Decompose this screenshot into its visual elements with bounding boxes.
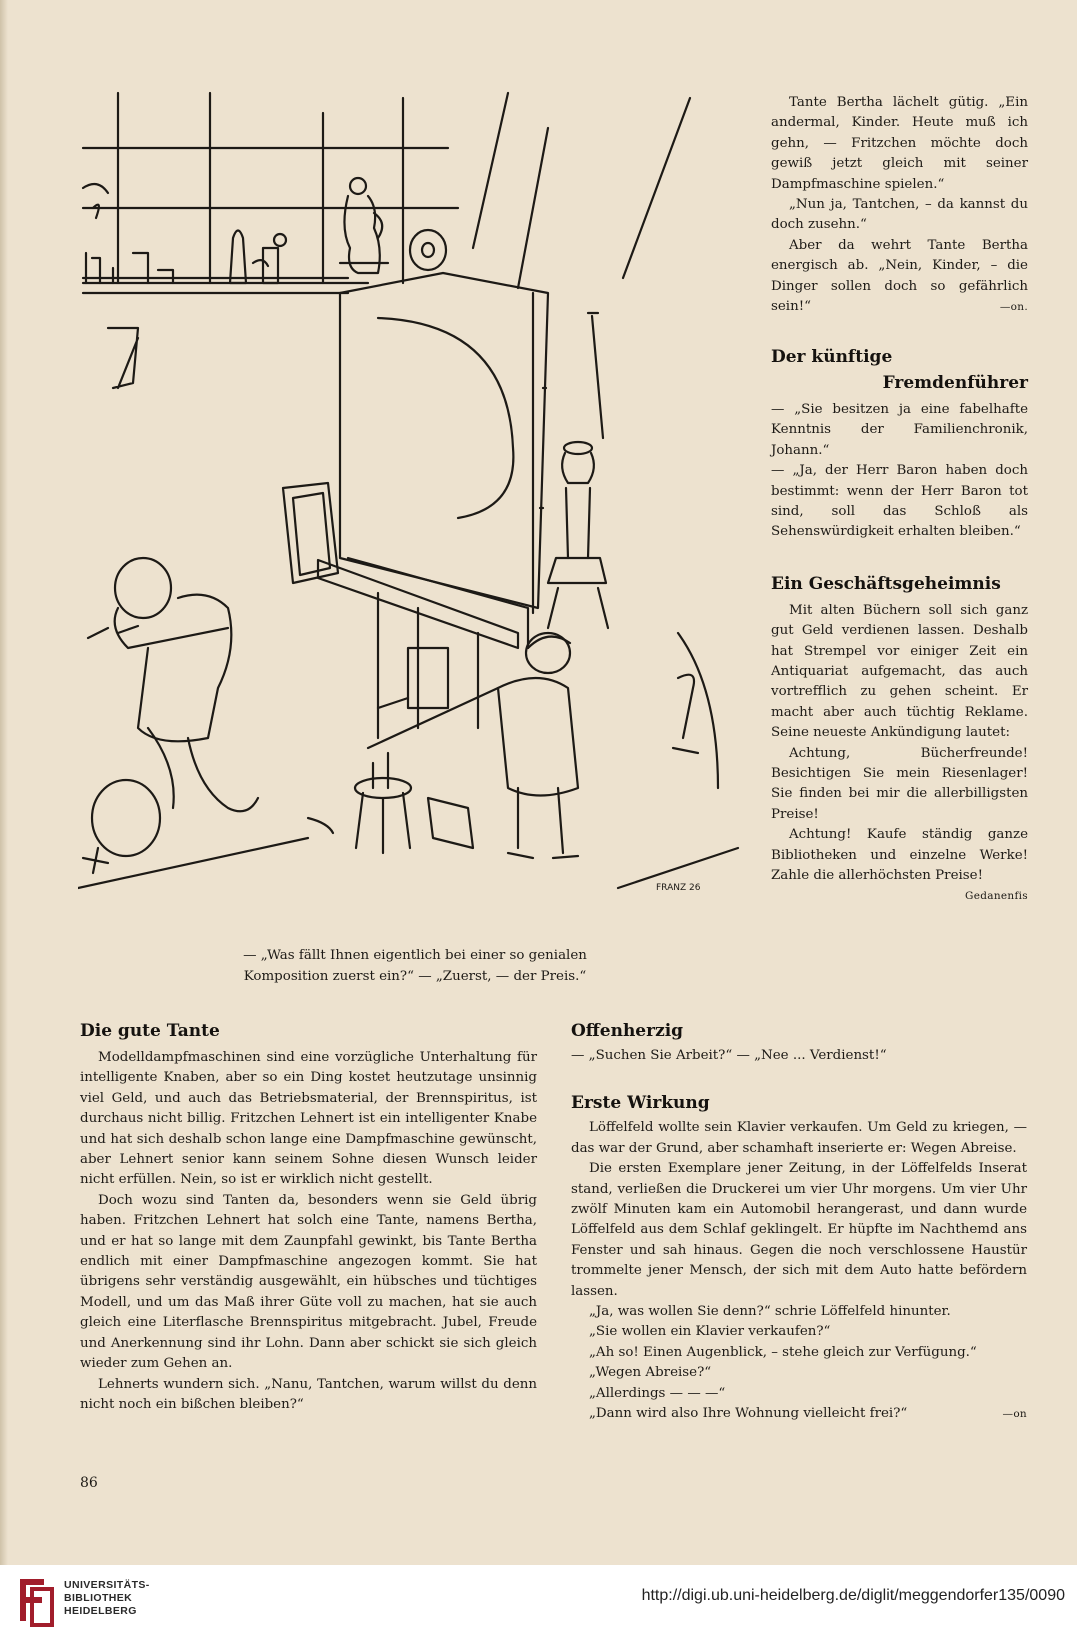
caption-line-2: Komposition zuerst ein?“ — „Zuerst, — der Preis.“	[243, 969, 587, 984]
geschaeftsgeheimnis-paragraph-2: Achtung, Bücherfreunde! Besichtigen Sie mein Riesenlager! Sie finden bei mir die allerbilligsten Preise!	[771, 745, 1028, 822]
tante-end-paragraph-1: Tante Bertha lächelt gütig. „Ein andermal, Kinder. Heute muß ich gehn, — Fritzchen möchte doch gewiß jetzt gleich mit seiner Dampfmaschine spielen.“	[771, 95, 1028, 192]
artist-signature: FRANZ 26	[656, 883, 701, 893]
stove	[548, 313, 608, 628]
tante-end-paragraph-3: Aber da wehrt Tante Bertha energisch ab. „Nein, Kinder, – die Dinger sollen doch so gefährlich sein!“	[771, 237, 1028, 315]
tante-end-signature: —on.	[999, 301, 1028, 314]
illustration-caption	[180, 945, 650, 987]
right-column-top	[771, 93, 1028, 907]
gute-tante-paragraph-2: Doch wozu sind Tanten da, besonders wenn sie Geld übrig haben. Fritzchen Lehnert hat solch eine Tante, namens Bertha, und er hat so lange mit dem Zaunpfahl gewinkt, bis Tante Bertha endlich mit einer Dampfmaschine angezogen kommt. Sie hat übrigens sehr verständig ausgewählt, ein hübsches und tüchtiges Modell, und um das Maß ihrer Güte voll zu machen, hat sie auch gleich eine Literflasche Brennspiritus mitgebracht. Jubel, Freude und Anerkennung sind ihr Lohn. Dann aber schickt sie sich gleich wieder zum Gehen an.	[80, 1192, 537, 1372]
erste-wirkung-paragraph-4: „Sie wollen ein Klavier verkaufen?“	[589, 1324, 831, 1340]
man-figure	[498, 633, 578, 858]
pulley	[410, 230, 446, 270]
paper-edge	[0, 0, 8, 1565]
statue	[340, 178, 388, 273]
library-name	[64, 1579, 150, 1618]
erste-wirkung-paragraph-8	[571, 1404, 1027, 1424]
boy-figure	[88, 558, 258, 811]
left-column-bottom	[80, 1018, 537, 1415]
geschaeftsgeheimnis-paragraph-3: Achtung! Kaufe ständig ganze Bibliotheken und einzelne Werke! Zahle die allerhöchsten Preise!	[771, 827, 1028, 883]
geschaeftsgeheimnis-paragraph-1: Mit alten Büchern soll sich ganz gut Geld verdienen lassen. Deshalb hat Strempel vor einiger Zeit ein Antiquariat aufgemacht, das auch vortrefflich zu gehen scheint. Er macht aber auch tüchtig Reklame. Seine neueste Ankündigung lautet:	[771, 602, 1028, 741]
gute-tante-paragraph-1: Modelldampfmaschinen sind eine vorzügliche Unterhaltung für intelligente Knaben, aber so ein Ding kostet heutzutage unsinnig viel Geld, und auch das Betriebsmaterial, der Brennspiritus, ist durchaus nicht billig. Fritzchen Lehnert ist ein intelligenter Knabe und hat sich deshalb schon lange eine Dampfmaschine gewünscht, aber Lehnert senior kann seinem Sohne diesen Wunsch leider nicht erfüllen. Nein, so ist er wirklich nicht gestellt.	[80, 1050, 537, 1188]
erste-wirkung-last-line: „Dann wird also Ihre Wohnung vielleicht frei?“	[589, 1406, 908, 1422]
offenherzig-text: — „Suchen Sie Arbeit?“ — „Nee ... Verdienst!“	[571, 1048, 887, 1063]
right-column-bottom	[571, 1018, 1027, 1425]
fremdenfuehrer-title-line2: Fremdenführer	[882, 372, 1028, 393]
page-number: 86	[80, 1475, 98, 1491]
globe-sketch	[83, 780, 160, 873]
library-logo-icon[interactable]	[14, 1575, 56, 1627]
erste-wirkung-title: Erste Wirkung	[571, 1093, 710, 1114]
geschaeftsgeheimnis-title: Ein Geschäftsgeheimnis	[771, 573, 1001, 594]
window-frame	[83, 93, 690, 288]
offenherzig-title: Offenherzig	[571, 1021, 684, 1041]
source-url-link[interactable]: http://digi.ub.uni-heidelberg.de/diglit/meggendorfer135/0090	[641, 1587, 1065, 1604]
canvas-easel	[318, 273, 548, 748]
library-line-2: BIBLIOTHEK	[64, 1592, 133, 1604]
erste-wirkung-paragraph-2: Die ersten Exemplare jener Zeitung, in der Löffelfelds Inserat stand, verließen die Druckerei um vier Uhr morgens. Um vier Uhr zwölf Minuten kam ein Automobil herangerast, und dann wurde Löffelfeld aus dem Schlaf geklingelt. Er hüpfte im Nachthemd ans Fenster und sah hinaus. Gegen die noch verschlossene Haustür trommelte jener Mensch, der sich mit dem Auto hatte befördern lassen.	[571, 1161, 1027, 1299]
wall-frames	[108, 328, 338, 583]
erste-wirkung-paragraph-7: „Allerdings — — —“	[589, 1385, 726, 1401]
gute-tante-title: Die gute Tante	[80, 1021, 220, 1041]
digitization-footer	[0, 1565, 1077, 1638]
erste-wirkung-paragraph-1: Löffelfeld wollte sein Klavier verkaufen. Um Geld zu kriegen, — das war der Grund, aber schamhaft inserierte er: Wegen Abreise.	[571, 1120, 1027, 1156]
erste-wirkung-paragraph-5: „Ah so! Einen Augenblick, – stehe gleich zur Verfügung.“	[589, 1344, 977, 1360]
fremdenfuehrer-paragraph-1: — „Sie besitzen ja eine fabelhafte Kenntnis der Familienchronik, Johann.“	[771, 401, 1028, 458]
gute-tante-paragraph-3: Lehnerts wundern sich. „Nanu, Tantchen, warum willst du denn nicht noch ein bißchen bleiben?“	[80, 1376, 537, 1412]
geschaeftsgeheimnis-signature: Gedanenfis	[965, 890, 1028, 903]
erste-wirkung-paragraph-6: „Wegen Abreise?“	[589, 1365, 712, 1381]
fremdenfuehrer-title-line1: Der künftige	[771, 346, 893, 367]
library-line-3: HEIDELBERG	[64, 1605, 137, 1617]
fremdenfuehrer-paragraph-2: — „Ja, der Herr Baron haben doch bestimmt: wenn der Herr Baron tot sind, soll das Schloß als Sehenswürdigkeit erhalten bleiben.“	[771, 463, 1028, 540]
shelf	[83, 184, 368, 293]
erste-wirkung-paragraph-3: „Ja, was wollen Sie denn?“ schrie Löffelfeld hinunter.	[589, 1304, 951, 1320]
caption-line-1: — „Was fällt Ihnen eigentlich bei einer so genialen	[243, 948, 587, 963]
erste-wirkung-signature: —on	[1002, 1408, 1027, 1421]
stool-and-props	[308, 675, 698, 853]
studio-illustration	[78, 88, 743, 943]
tante-end-paragraph-2: „Nun ja, Tantchen, – da kannst du doch zusehn.“	[771, 197, 1028, 233]
library-line-1: UNIVERSITÄTS-	[64, 1579, 150, 1591]
